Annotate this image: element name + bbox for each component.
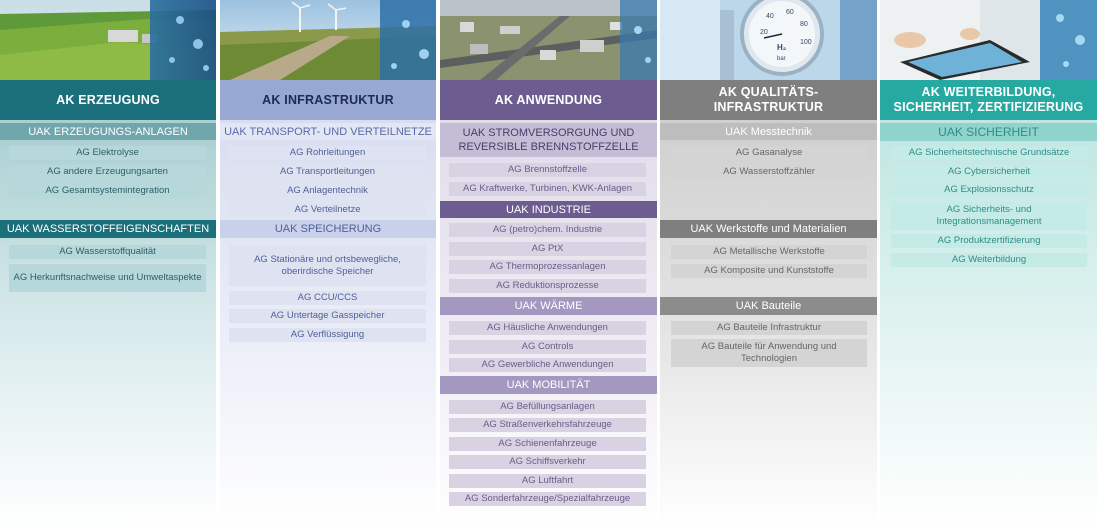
ag-box: AG Produktzertifizierung	[891, 234, 1087, 248]
column-qualitaet	[660, 0, 877, 529]
ag-box: AG Wasserstoffzähler	[671, 165, 867, 179]
gauge-tick-label: 20	[760, 29, 768, 36]
gauge-tick-label: 40	[766, 13, 774, 20]
ag-box: AG Thermoprozessanlagen	[449, 260, 646, 274]
ag-box: AG Herkunftsnachweise und Umweltaspekte	[9, 264, 206, 292]
ak-title-qualitaet-label: AK QUALITÄTS-INFRASTRUKTUR	[713, 85, 824, 114]
ag-box: AG Komposite und Kunststoffe	[671, 264, 867, 278]
ag-box: AG Verteilnetze	[229, 203, 426, 217]
uak-wasserstoffeigenschaften: UAK WASSERSTOFFEIGENSCHAFTEN	[0, 220, 216, 238]
uak-erzeugungs-anlagen: UAK ERZEUGUNGS-ANLAGEN	[0, 123, 216, 140]
photo-anwendung	[440, 0, 657, 80]
gauge-tick-label: 80	[800, 21, 808, 28]
ag-box: AG Untertage Gasspeicher	[229, 309, 426, 323]
ag-box: AG Explosionsschutz	[891, 183, 1087, 197]
gauge-tick-label: 60	[786, 9, 794, 16]
uak-waerme: UAK WÄRME	[440, 297, 657, 315]
ag-box: AG Stationäre und ortsbewegliche, oberirdische Speicher	[229, 245, 426, 286]
ag-box: AG Brennstoffzelle	[449, 163, 646, 177]
ak-title-anwendung: AK ANWENDUNG	[440, 80, 657, 120]
uak-werkstoffe: UAK Werkstoffe und Materialien	[660, 220, 877, 238]
ak-title-weiterbildung	[880, 80, 1097, 120]
ak-title-infrastruktur: AK INFRASTRUKTUR	[220, 80, 436, 120]
uak-stromversorgung-label: UAK STROMVERSORGUNG UND REVERSIBLE BRENNSTOFFZELLE	[458, 127, 639, 153]
ak-title-weiterbildung-label: AK WEITERBILDUNG, SICHERHEIT, ZERTIFIZIERUNG	[893, 85, 1084, 114]
ag-box: AG Verflüssigung	[229, 328, 426, 342]
uak-sicherheit: UAK SICHERHEIT	[880, 123, 1097, 141]
column-erzeugung	[0, 0, 216, 529]
ag-box: AG Befüllungsanlagen	[449, 400, 646, 414]
uak-speicherung: UAK SPEICHERUNG	[220, 220, 436, 238]
ag-box: AG Schiffsverkehr	[449, 455, 646, 469]
ag-box: AG Elektrolyse	[9, 146, 206, 160]
ag-box: AG Häusliche Anwendungen	[449, 321, 646, 335]
uak-stromversorgung	[440, 123, 657, 157]
ag-box: AG Rohrleitungen	[229, 146, 426, 160]
column-infrastruktur	[220, 0, 436, 529]
ag-box: AG Cybersicherheit	[891, 165, 1087, 179]
ag-box: AG Luftfahrt	[449, 474, 646, 488]
gauge-unit: bar	[777, 56, 786, 62]
column-weiterbildung	[880, 0, 1097, 529]
ag-box: AG Kraftwerke, Turbinen, KWK-Anlagen	[449, 182, 646, 196]
ag-box: AG Metallische Werkstoffe	[671, 245, 867, 259]
column-background	[0, 120, 216, 529]
ag-box: AG (petro)chem. Industrie	[449, 223, 646, 237]
ag-box: AG Schienenfahrzeuge	[449, 437, 646, 451]
ag-box: AG Sicherheits- und Integrationsmanagement	[891, 202, 1087, 230]
ag-box: AG Bauteile für Anwendung und Technologien	[671, 339, 867, 367]
ag-box: AG Reduktionsprozesse	[449, 279, 646, 293]
gauge-symbol: H₂	[777, 43, 787, 52]
ag-box: AG CCU/CCS	[229, 291, 426, 305]
ag-box: AG Bauteile Infrastruktur	[671, 321, 867, 335]
uak-bauteile: UAK Bauteile	[660, 297, 877, 315]
ak-title-qualitaet	[660, 80, 877, 120]
photo-qualitaet	[660, 0, 877, 80]
column-background	[880, 120, 1097, 529]
ag-box: AG Anlagentechnik	[229, 184, 426, 198]
photo-infrastruktur	[220, 0, 436, 80]
column-background	[220, 120, 436, 529]
ag-box: AG Straßenverkehrsfahrzeuge	[449, 418, 646, 432]
uak-mobilitaet: UAK MOBILITÄT	[440, 376, 657, 394]
uak-transport-verteilnetze: UAK TRANSPORT- UND VERTEILNETZE	[220, 123, 436, 140]
ag-box: AG Sonderfahrzeuge/Spezialfahrzeuge	[449, 492, 646, 506]
ak-title-erzeugung: AK ERZEUGUNG	[0, 80, 216, 120]
ag-box: AG Weiterbildung	[891, 253, 1087, 267]
ag-box: AG Gasanalyse	[671, 146, 867, 160]
photo-weiterbildung	[880, 0, 1097, 80]
photo-erzeugung	[0, 0, 216, 80]
ag-box: AG Gewerbliche Anwendungen	[449, 358, 646, 372]
uak-messtechnik: UAK Messtechnik	[660, 123, 877, 140]
ag-box: AG Transportleitungen	[229, 165, 426, 179]
gauge-tick-label: 100	[800, 39, 812, 46]
ag-box: AG andere Erzeugungsarten	[9, 165, 206, 179]
ag-box: AG Controls	[449, 340, 646, 354]
uak-industrie: UAK INDUSTRIE	[440, 201, 657, 218]
ag-box: AG Gesamtsystemintegration	[9, 184, 206, 198]
column-anwendung	[440, 0, 657, 529]
ag-box: AG PtX	[449, 242, 646, 256]
ag-box: AG Wasserstoffqualität	[9, 245, 206, 259]
ag-box: AG Sicherheitstechnische Grundsätze	[891, 146, 1087, 160]
